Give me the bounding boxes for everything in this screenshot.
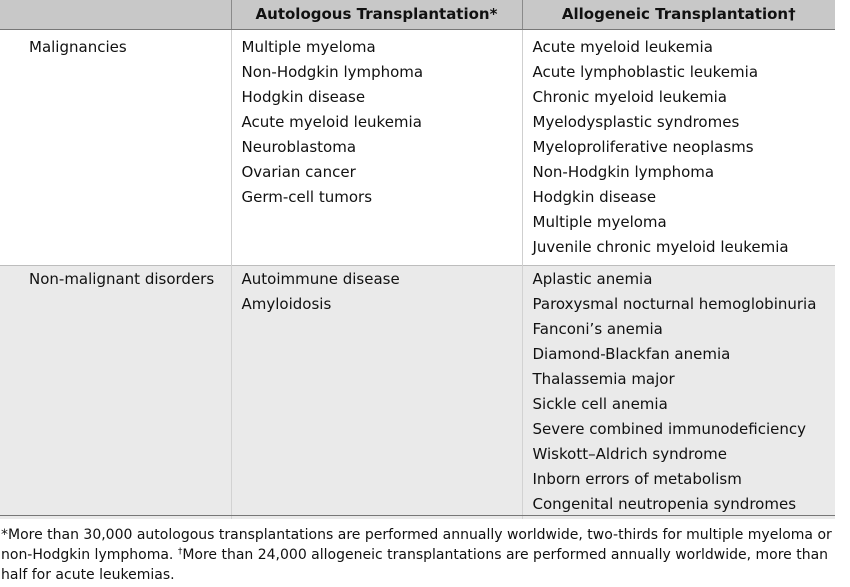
allogeneic-cell <box>522 30 835 266</box>
header-allogeneic: Allogeneic Transplantation† <box>522 0 835 30</box>
list-item: Multiple myeloma <box>532 213 667 231</box>
list-item: Germ-cell tumors <box>241 188 373 206</box>
table-bottom-rule <box>0 515 835 516</box>
list-item: Juvenile chronic myeloid leukemia <box>532 238 789 256</box>
list-item: Non-Hodgkin lymphoma <box>532 163 715 181</box>
list-item: Non-Hodgkin lymphoma <box>241 63 424 81</box>
footnote-allogeneic-text: More than 24,000 allogeneic transplantations are performed annually worldwide, more than half for acute leukemias. <box>1 547 829 583</box>
list-item: Paroxysmal nocturnal hemoglobinuria <box>532 295 817 313</box>
list-item: Acute lymphoblastic leukemia <box>532 63 759 81</box>
table-row-malignancies <box>0 30 835 266</box>
list-item: Severe combined immunodeficiency <box>532 420 806 438</box>
autologous-cell <box>231 30 522 266</box>
footnote-autologous-text: More than 30,000 autologous transplantations are performed annually worldwide, two-thirds for multiple myeloma or non-Hodgkin lymphoma. <box>1 527 832 563</box>
category-label: Non-malignant disorders <box>29 270 215 288</box>
list-item: Thalassemia major <box>532 370 675 388</box>
list-item: Myeloproliferative neoplasms <box>532 138 754 156</box>
category-cell <box>0 30 231 266</box>
table-header-row <box>0 0 835 30</box>
header-autologous: Autologous Transplantation* <box>231 0 522 30</box>
list-item: Autoimmune disease <box>241 270 400 288</box>
list-item: Diamond-Blackfan anemia <box>532 345 731 363</box>
list-item: Amyloidosis <box>241 295 332 313</box>
list-item: Congenital neutropenia syndromes <box>532 495 797 513</box>
list-item: Inborn errors of metabolism <box>532 470 742 488</box>
footnote-mark-asterisk: * <box>1 527 8 543</box>
table-row-non-malignant <box>0 266 835 520</box>
list-item: Multiple myeloma <box>241 38 376 56</box>
list-item: Hodgkin disease <box>241 88 366 106</box>
list-item: Sickle cell anemia <box>532 395 668 413</box>
list-item: Hodgkin disease <box>532 188 657 206</box>
list-item: Ovarian cancer <box>241 163 356 181</box>
list-item: Aplastic anemia <box>532 270 653 288</box>
list-item: Chronic myeloid leukemia <box>532 88 727 106</box>
list-item: Wiskott–Aldrich syndrome <box>532 445 727 463</box>
list-item: Myelodysplastic syndromes <box>532 113 740 131</box>
list-item: Acute myeloid leukemia <box>532 38 713 56</box>
list-item: Neuroblastoma <box>241 138 357 156</box>
category-cell <box>0 266 231 520</box>
autologous-cell <box>231 266 522 520</box>
table-footnote <box>1 525 850 585</box>
category-label: Malignancies <box>29 38 127 56</box>
allogeneic-cell <box>522 266 835 520</box>
footnote-mark-dagger: † <box>177 547 183 557</box>
list-item: Acute myeloid leukemia <box>241 113 422 131</box>
header-category <box>0 0 231 30</box>
list-item: Fanconi’s anemia <box>532 320 663 338</box>
